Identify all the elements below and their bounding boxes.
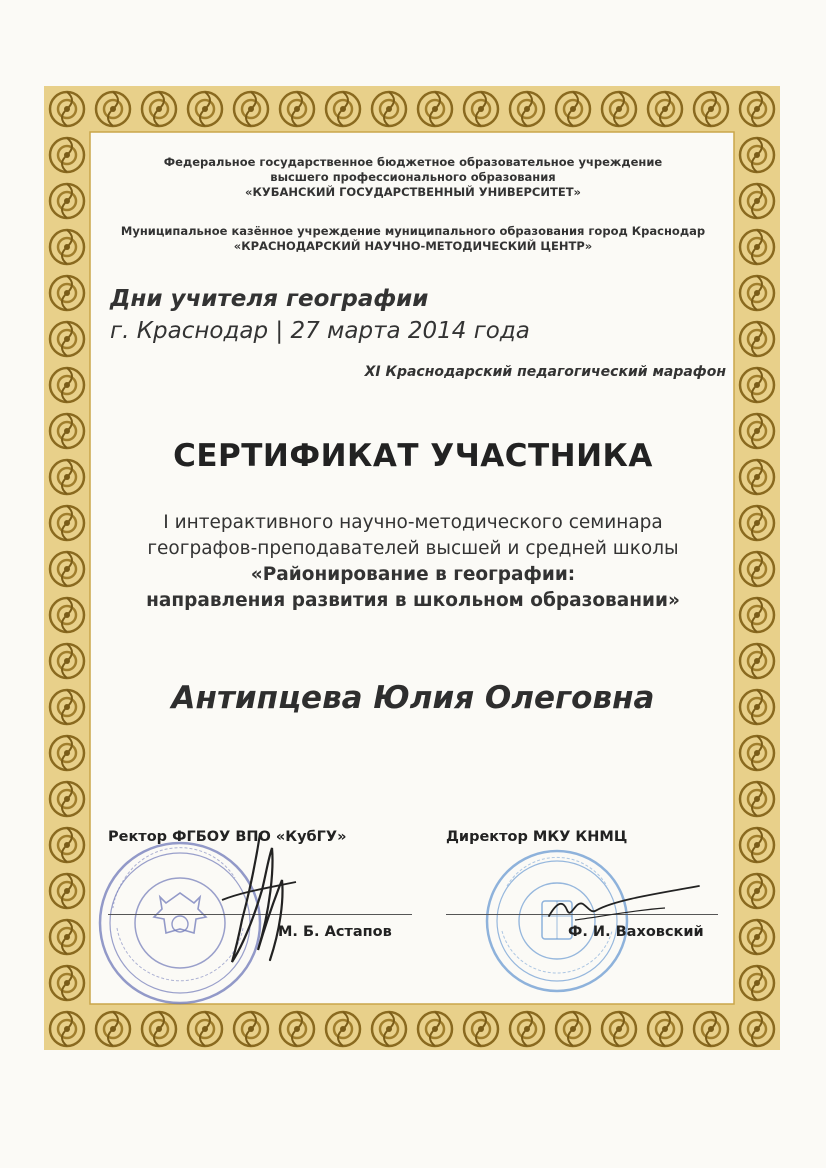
institution-2-line1: Муниципальное казённое учреждение муниципального образования город Краснодар <box>120 224 706 238</box>
participant-name: Антипцева Юлия Олеговна <box>171 680 655 716</box>
institution-1 <box>0 155 826 200</box>
event-place-date: г. Краснодар | 27 марта 2014 года <box>110 318 530 344</box>
seminar-line4 <box>0 588 826 614</box>
seminar-topic-2: направления развития в школьном образовании» <box>146 590 680 611</box>
rector-signature <box>212 830 302 974</box>
director-name: Ф. И. Ваховский <box>568 924 704 940</box>
director-handwritten-signature-icon <box>545 880 705 930</box>
seminar-line3 <box>0 562 826 588</box>
rector-name: М. Б. Астапов <box>278 924 392 940</box>
institution-1-line3: «КУБАНСКИЙ ГОСУДАРСТВЕННЫЙ УНИВЕРСИТЕТ» <box>245 185 581 199</box>
rector-handwritten-signature-icon <box>212 830 302 970</box>
event-title: Дни учителя географии <box>110 286 429 312</box>
seminar-line1: I интерактивного научно-методического семинара <box>163 512 663 533</box>
institution-2-line2: «КРАСНОДАРСКИЙ НАУЧНО-МЕТОДИЧЕСКИЙ ЦЕНТР» <box>233 239 593 253</box>
director-signature <box>545 880 705 934</box>
rector-role: Ректор ФГБОУ ВПО «КубГУ» <box>108 829 347 845</box>
institution-2 <box>0 224 826 254</box>
seminar-line2: географов-преподавателей высшей и средней школы <box>147 538 679 559</box>
event-marathon: XI Краснодарский педагогический марафон <box>364 364 726 380</box>
director-role: Директор МКУ КНМЦ <box>446 829 628 845</box>
seminar-topic-1: «Районирование в географии: <box>250 564 576 585</box>
seminar-description <box>0 510 826 614</box>
institution-1-line2: высшего профессионального образования <box>270 170 556 184</box>
certificate-heading: СЕРТИФИКАТ УЧАСТНИКА <box>173 438 653 474</box>
institution-1-line1: Федеральное государственное бюджетное образовательное учреждение <box>163 155 663 169</box>
